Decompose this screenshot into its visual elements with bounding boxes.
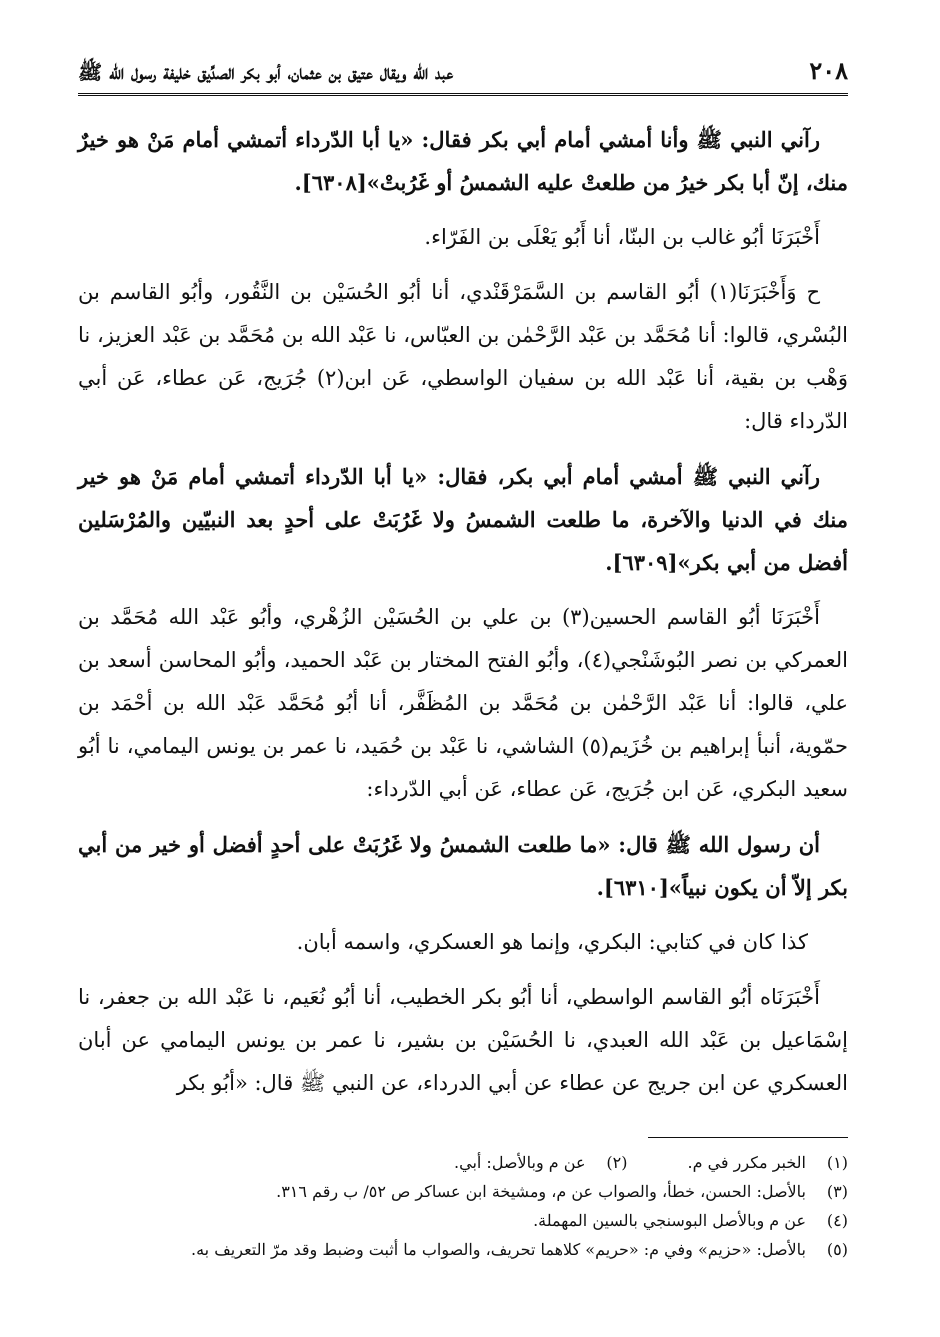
footnote-text: بالأصل: الحسن، خطأ، والصواب عن م، ومشيخة ابن عساكر ص ٥٢/ ب رقم ٣١٦. [276,1182,806,1201]
footnote-number: (٤) [826,1211,848,1230]
footnote-5 [191,1235,848,1264]
footnote-3 [276,1177,848,1206]
hadith-6310: أن رسول الله ﷺ قال: «ما طلعت الشمسُ ولا غَرُبَتْ على أحدٍ أفضل أو خير من أبي بكر إلاّ أن يكون نبياً»[٦٣١٠]. [78,832,848,900]
header-rule [78,93,848,96]
footnote-number: (٢) [606,1153,628,1172]
page-header [78,50,848,96]
footnote-text: عن م وبالأصل: أبي. [454,1153,586,1172]
hadith-6309: رآني النبي ﷺ أمشي أمام أبي بكر، فقال: «يا أبا الدّرداء أتمشي أمام مَنْ هو خير منك في الدنيا والآخرة، ما طلعت الشمسُ ولا غَرُبَتْ على أحدٍ بعد النبيّين والمُرْسَلين أفضل من أبي بكر»[٦٣٠٩]. [78,464,848,575]
footnote-number: (١) [826,1153,848,1172]
editorial-note: كذا كان في كتابي: البكري، وإنما هو العسكري، واسمه أبان. [296,930,808,954]
isnad-paragraph: أَخْبَرَنَاه أبُو القاسم الواسطي، أنا أبُو بكر الخطيب، أنا أبُو نُعَيم، نا عَبْد الله بن جعفر، نا إسْمَاعيل بن عَبْد الله العبدي، نا الحُسَيْن بن بشير، نا عمر بن يونس اليمامي عن أبان العسكري عن ابن جريج عن عطاء عن أبي الدرداء، عن النبي ﷺ قال: «أبُو بكر [78,985,848,1095]
footnote-1 [688,1148,849,1177]
main-text [78,118,848,1117]
footnote-number: (٣) [826,1182,848,1201]
footnote-4 [533,1206,848,1235]
footnote-text: الخبر مكرر في م. [687,1153,806,1172]
isnad-paragraph: ح وَأَخْبَرَنَا(١) أبُو القاسم بن السَّمَرْقَنْدي، أنا أبُو الحُسَيْن بن النَّقُور، وأبُو القاسم بن البُسْري، قالوا: أنا مُحَمَّد بن عَبْد الرَّحْمٰن بن العبّاس، نا عَبْد الله بن مُحَمَّد بن عَبْد العزيز، نا وَهْب بن بقية، أنا عَبْد الله بن سفيان الواسطي، عَن ابن(٢) جُرَيج، عَن عطاء، عَن أبي الدّرداء قال: [78,280,848,433]
footnote-text: بالأصل: «حزيم» وفي م: «حريم» كلاهما تحريف، والصواب ما أثبت وضبط وقد مرّ التعريف به. [191,1240,806,1259]
footnote-number: (٥) [826,1240,848,1259]
isnad-paragraph: أَخْبَرَنَا أبُو القاسم الحسين(٣) بن علي بن الحُسَيْن الزُهْري، وأبُو عَبْد الله مُحَمَّد بن العمركي بن نصر البُوشَنْجي(٤)، وأبُو الفتح المختار بن عَبْد الحميد، وأبُو المحاسن أسعد بن علي، قالوا: أنا عَبْد الرَّحْمٰن بن مُحَمَّد بن المُظَفَّر، أنا أبُو مُحَمَّد عَبْد الله بن أحْمَد بن حمّوية، أنبأ إبراهيم بن خُزَيم(٥) الشاشي، نا عَبْد بن حُمَيد، نا عمر بن يونس اليمامي، نا أبُو سعيد البكري، عَن ابن جُرَيج، عَن عطاء، عَن أبي الدّرداء: [78,605,848,801]
footnotes [78,1148,848,1264]
footnote-row [78,1148,848,1177]
footnote-text: عن م وبالأصل البوسنجي بالسين المهملة. [533,1211,806,1230]
page-number: ٢٠٨ [809,56,848,85]
footnote-divider [648,1137,848,1138]
running-title: عبد الله ويقال عتيق بن عثمان، أبو بكر الصدِّيق خليفة رسول الله ﷺ [78,60,454,84]
footnote-2 [454,1148,627,1177]
isnad-paragraph: أَخْبَرَنَا أبُو غالب بن البنّا، أنا أَبُو يَعْلَى بن الفَرّاء. [424,225,820,249]
hadith-6308: رآني النبي ﷺ وأنا أمشي أمام أبي بكر فقال: «يا أبا الدّرداء أتمشي أمام مَنْ هو خيرٌ منك، إنّ أبا بكر خيرُ من طلعتْ عليه الشمسُ أو غَرُبتْ»[٦٣٠٨]. [78,127,848,195]
